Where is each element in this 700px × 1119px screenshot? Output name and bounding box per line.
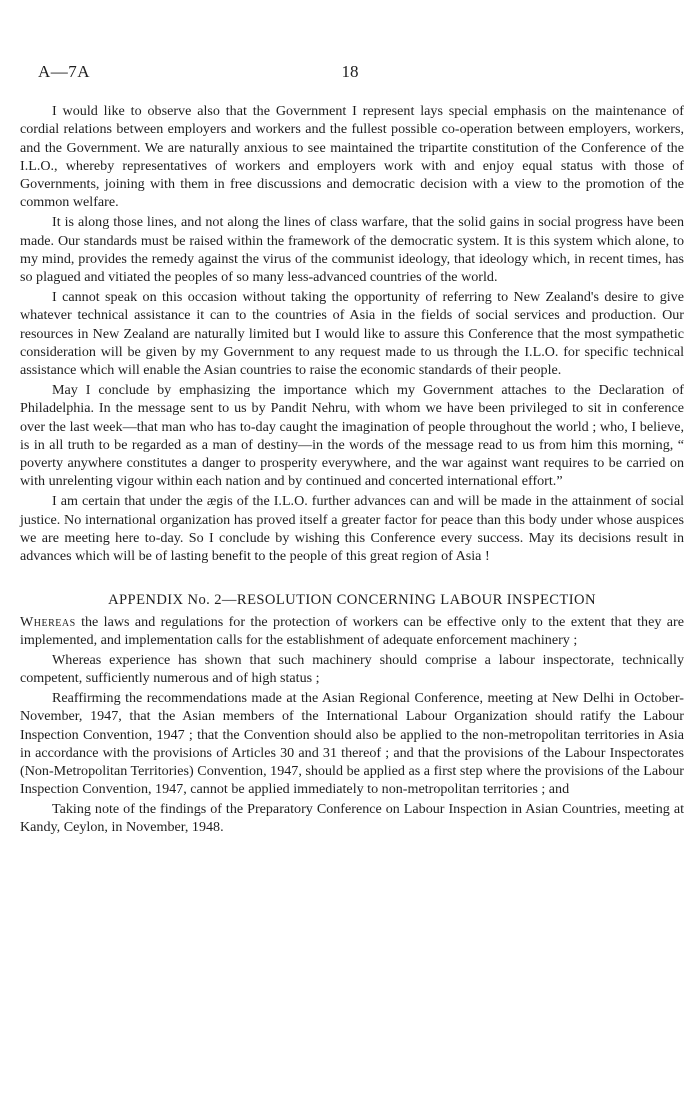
paragraph: I would like to observe also that the Government I represent lays special emphasis on the maintenance of cordial relations between employers and workers and the fullest possible co-operation between employers, workers, and the Government. We are naturally anxious to see maintained the tripartite constitution of the Conference of the I.L.O., whereby representatives of workers and employers work with and enjoy equal status with those of Governments, joining with them in free discussions and democratic decision with a view to the promotion of the common welfare. <box>20 103 684 211</box>
paragraph: I cannot speak on this occasion without taking the opportunity of referring to New Zealand's desire to give whatever technical assistance it can to the countries of Asia in the fields of social services and production. Our resources in New Zealand are naturally limited but I would like to assure this Conference that the most sympathetic consideration will be given by my Government to any request made to us through the I.L.O. for specific technical assistance which will enable the Asian countries to raise the economic standards of their people. <box>20 288 684 379</box>
page-number: 18 <box>341 62 359 81</box>
appendix-paragraph <box>20 613 684 650</box>
appendix-heading: APPENDIX No. 2—RESOLUTION CONCERNING LABOUR INSPECTION <box>108 592 596 609</box>
whereas-lead: Whereas <box>20 613 76 630</box>
document-code: A—7A <box>38 62 91 81</box>
whereas-text: the laws and regulations for the protection of workers can be effective only to the extent that they are implemented, and implementation calls for the establishment of adequate enforcement machinery ; <box>20 613 684 649</box>
page-header <box>38 62 662 86</box>
body-text <box>20 102 684 838</box>
paragraph: I am certain that under the ægis of the I.L.O. further advances can and will be made in the attainment of social justice. No international organization has proved itself a greater factor for peace than this body under whose auspices we are meeting here to-day. So I conclude by wishing this Conference every success. May its decisions result in advances which will be of lasting benefit to the people of this great region of Asia ! <box>20 493 684 565</box>
paragraph: It is along those lines, and not along the lines of class warfare, that the solid gains in social progress have been made. Our standards must be raised within the framework of the democratic system. It is this system which alone, to my mind, provides the remedy against the virus of the communist ideology, that ideology which, in recent times, has so plagued and vitiated the peoples of so many less-advanced countries of the world. <box>20 214 684 286</box>
appendix-paragraph: Taking note of the findings of the Preparatory Conference on Labour Inspection in Asian Countries, meeting at Kandy, Ceylon, in November, 1948. <box>20 801 684 836</box>
appendix-paragraph: Whereas experience has shown that such machinery should comprise a labour inspectorate, technically competent, sufficiently numerous and of high status ; <box>20 651 684 687</box>
appendix-paragraph: Reaffirming the recommendations made at the Asian Regional Conference, meeting at New Delhi in October-November, 1947, that the Asian members of the International Labour Organization should ratify the Labour Inspection Convention, 1947 ; that the Convention should also be applied to the non-metropolitan territories in Asia in accordance with the provisions of Articles 30 and 31 thereof ; and that the provisions of the Labour Inspectorates (Non-Metropolitan Territories) Convention, 1947, should be applied as a first step where the provisions of the Labour Inspection Convention, 1947, cannot be applied immediately to non-metropolitan territories ; and <box>20 689 684 798</box>
paragraph: May I conclude by emphasizing the importance which my Government attaches to the Declaration of Philadelphia. In the message sent to us by Pandit Nehru, with whom we have been privileged to sit in conference over the last week—that man who has to-day caught the imagination of people throughout the world ; who, I believe, is in all truth to be regarded as a man of destiny—in the words of the message read to us from him this morning, “ poverty anywhere constitutes a danger to prosperity everywhere, and the war against want requires to be carried on with unrelenting vigour within each nation and by continued and concerted international effort.” <box>20 381 684 490</box>
